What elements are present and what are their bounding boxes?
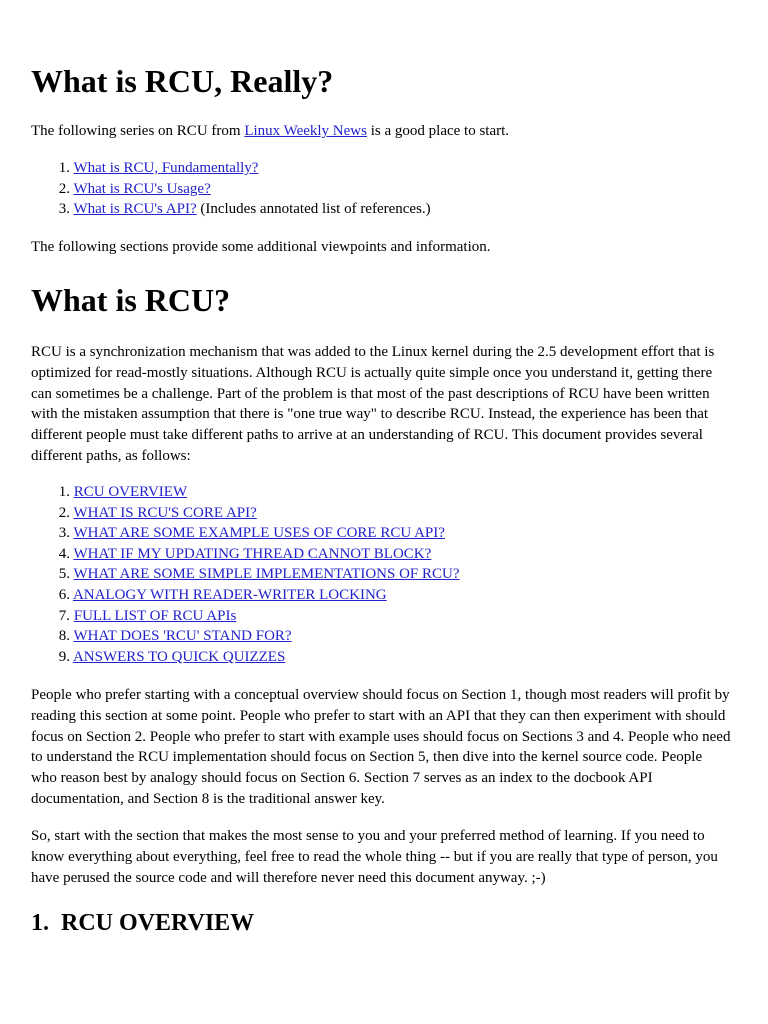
lwn-link[interactable]: Linux Weekly News [244, 123, 367, 139]
lwn-article-link-fundamentally[interactable]: What is RCU, Fundamentally? [73, 160, 259, 176]
list-item [30, 158, 730, 179]
lwn-article-link-api[interactable]: What is RCU's API? [73, 201, 197, 218]
rcu-description-paragraph: RCU is a synchronization mechanism that was added to the Linux kernel during the 2.5 development effort that is optimized for read-mostly situations. Although RCU is actually quite simple once you understand it, getting there can sometimes be a challenge. Part of the problem is that most of the past descriptions of RCU have been written with the mistaken assumption that there is "one true way" to describe RCU. Instead, the experience has been that different people must take different paths to arrive at an understanding of RCU. This document provides several different paths, as follows: [31, 344, 715, 464]
toc-item [30, 523, 730, 544]
intro-text-before: The following series on RCU from [31, 123, 245, 139]
section-heading-what-is-rcu: What is RCU? [31, 282, 231, 318]
list-number: 3. [58, 525, 70, 542]
list-number: 1. [58, 160, 70, 176]
toc-item [30, 482, 730, 503]
page-title: What is RCU, Really? [31, 63, 334, 99]
toc-item [30, 626, 730, 647]
closing-paragraph: So, start with the section that makes the most sense to you and your preferred method of learning. If you need to know everything about everything, feel free to read the whole thing -- but if you are really that type of person, you have perused the source code and will therefore never need this document anyway. ;-) [31, 828, 718, 886]
section-1-heading: 1. RCU OVERVIEW [31, 910, 255, 936]
toc-item [30, 503, 730, 524]
list-number: 3. [58, 201, 70, 218]
list-number: 4. [58, 545, 70, 562]
toc-link-full-api-list[interactable]: FULL LIST OF RCU APIs [73, 607, 237, 624]
toc-item [30, 564, 730, 585]
list-number: 9. [58, 648, 70, 665]
toc-item [30, 647, 730, 668]
toc-link-simple-implementations[interactable]: WHAT ARE SOME SIMPLE IMPLEMENTATIONS OF RCU? [73, 566, 460, 583]
intro-text-after: is a good place to start. [366, 123, 510, 139]
list-number: 7. [58, 607, 70, 624]
toc-item [30, 544, 730, 565]
toc-link-core-api[interactable]: WHAT IS RCU'S CORE API? [73, 504, 257, 521]
lwn-article-list [30, 158, 730, 220]
list-number: 5. [58, 566, 70, 583]
table-of-contents [30, 482, 730, 667]
list-number: 1. [58, 484, 70, 500]
toc-item [30, 606, 730, 627]
toc-link-quiz-answers[interactable]: ANSWERS TO QUICK QUIZZES [72, 648, 286, 665]
list-number: 2. [58, 180, 70, 197]
toc-link-rcu-overview[interactable]: RCU OVERVIEW [73, 484, 188, 500]
toc-link-rcu-stand-for[interactable]: WHAT DOES 'RCU' STAND FOR? [73, 628, 292, 645]
list-number: 6. [58, 586, 70, 603]
list-item [30, 179, 730, 200]
list-item [30, 199, 730, 220]
toc-link-example-uses[interactable]: WHAT ARE SOME EXAMPLE USES OF CORE RCU API? [73, 525, 445, 542]
toc-item [30, 585, 730, 606]
lwn-article-link-usage[interactable]: What is RCU's Usage? [73, 180, 211, 197]
list-number: 2. [58, 504, 70, 521]
following-sections-text: The following sections provide some additional viewpoints and information. [31, 239, 491, 255]
list-number: 8. [58, 628, 70, 645]
list-item-note: (Includes annotated list of references.) [196, 201, 431, 218]
toc-link-reader-writer-analogy[interactable]: ANALOGY WITH READER-WRITER LOCKING [72, 586, 387, 603]
toc-link-cannot-block[interactable]: WHAT IF MY UPDATING THREAD CANNOT BLOCK? [73, 545, 432, 562]
intro-paragraph [31, 121, 731, 142]
reader-guidance-paragraph: People who prefer starting with a conceptual overview should focus on Section 1, though most readers will profit by reading this section at some point. People who prefer to start with an API that they can then experiment with should focus on Section 2. People who prefer to start with example uses should focus on Sections 3 and 4. People who need to understand the RCU implementation should focus on Section 5, then dive into the kernel source code. People who reason best by analogy should focus on Section 6. Section 7 serves as an index to the docbook API documentation, and Section 8 is the traditional answer key. [31, 687, 731, 807]
